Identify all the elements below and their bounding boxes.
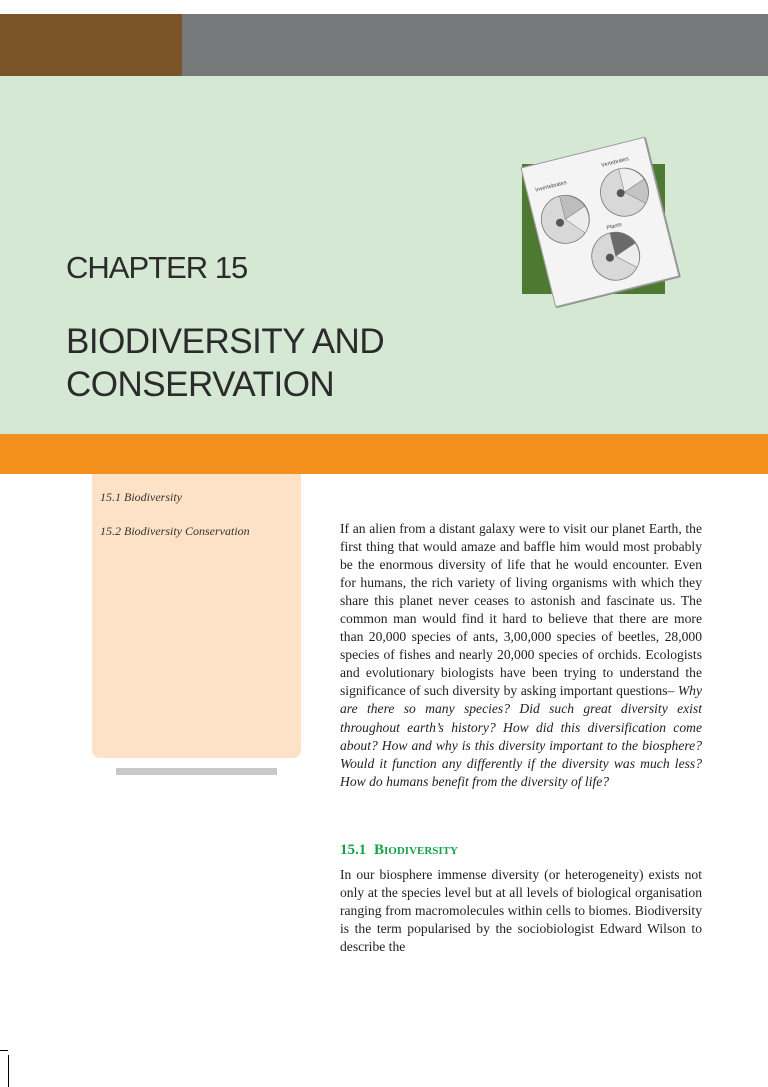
orange-divider-band	[0, 434, 768, 474]
chapter-title-line-1: BIODIVERSITY AND	[66, 322, 385, 361]
section-number: 15.1	[340, 842, 367, 858]
header-brown-block	[0, 14, 182, 76]
intro-questions: Why are there so many species? Did such great diversity exist throughout earth’s history? How did this diversification come about? How and why is this diversity important to the biosphere? Would it function any differently if the diversity was much less? How do humans benefit from the diversity of life?	[340, 683, 702, 789]
toc-item-biodiversity[interactable]: 15.1 Biodiversity	[100, 490, 182, 504]
figure-label-plants: Plants	[606, 221, 623, 232]
toc-item-biodiversity-conservation[interactable]: 15.2 Biodiversity Conservation	[100, 524, 250, 538]
section-paragraph	[340, 866, 702, 956]
sidebar-shadow	[116, 768, 277, 775]
contents-sidebar	[92, 474, 301, 758]
chapter-label: CHAPTER 15	[66, 250, 248, 285]
header-gray-bar	[182, 14, 768, 76]
figure-label-invertebrates: Invertebrates	[534, 179, 568, 194]
intro-text: If an alien from a distant galaxy were to visit our planet Earth, the first thing that would amaze and baffle him would most probably be the enormous diversity of life that he would encounter. Even for humans, the rich variety of living organisms with which they share this planet never ceases to astonish and fascinate us. The common man would find it hard to believe that there are more than 20,000 species of ants, 3,00,000 species of beetles, 28,000 species of fishes and nearly 20,000 species of orchids. Ecologists and evolutionary biologists have been trying to understand the significance of such diversity by asking important questions–	[340, 521, 702, 699]
chapter-title	[66, 320, 384, 406]
section-text: In our biosphere immense diversity (or heterogeneity) exists not only at the species level but at all levels of biological organisation ranging from macromolecules within cells to biomes. Biodiversity is the term popularised by the sociobiologist Edward Wilson to describe the	[340, 867, 702, 955]
chapter-title-line-2: CONSERVATION	[66, 365, 335, 404]
section-title: Biodiversity	[374, 842, 458, 858]
intro-paragraph	[340, 520, 702, 791]
crop-mark-horizontal	[0, 1050, 8, 1051]
figure-label-vertebrates: Vertebrates	[600, 156, 630, 169]
section-heading	[340, 842, 458, 859]
crop-mark-vertical	[8, 1055, 9, 1087]
